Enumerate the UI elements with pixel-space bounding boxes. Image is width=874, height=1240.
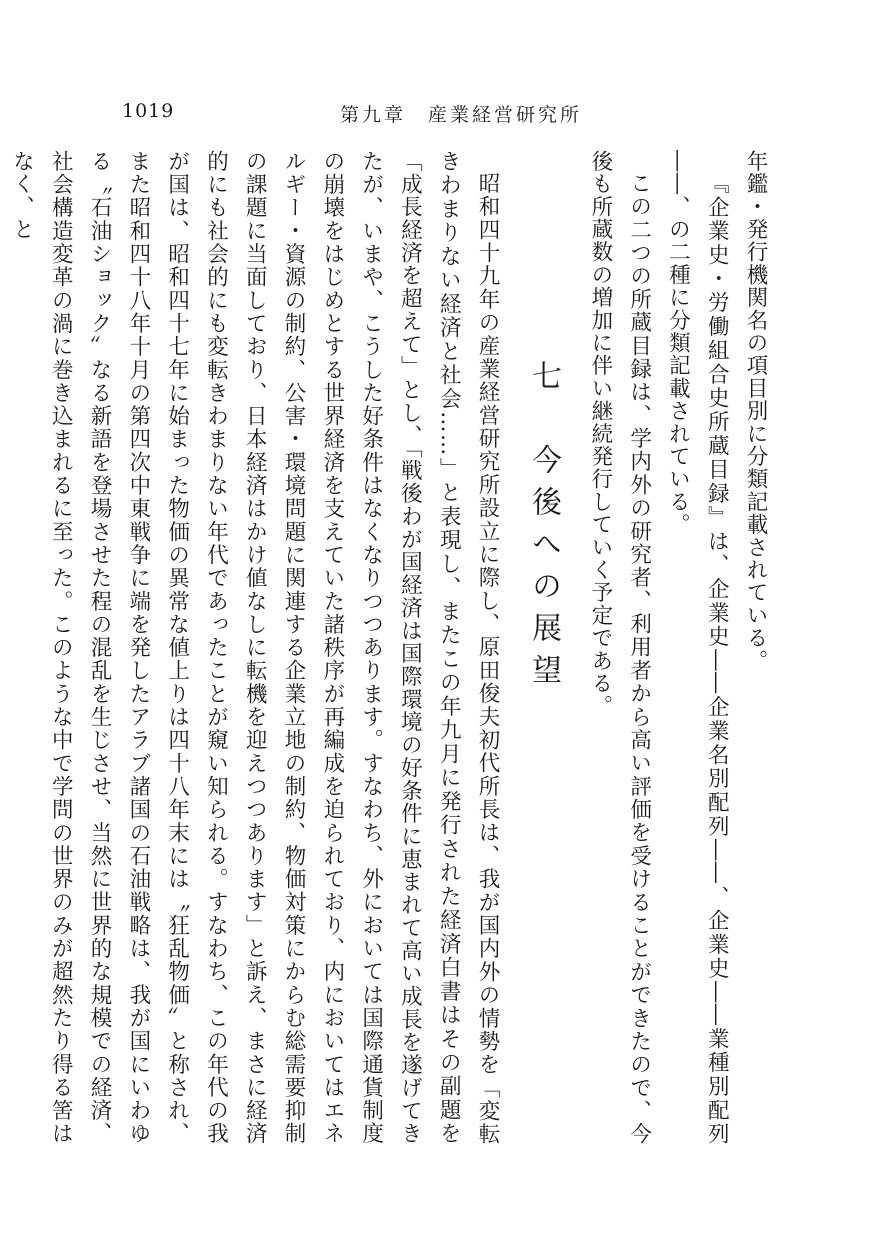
body-text (2, 150, 774, 1145)
paragraph: 昭和四十九年の産業経営研究所設立に際し、原田俊夫初代所長は、我が国内外の情勢を「変転きわまりない経済と社会……」と表現し、またこの年九月に発行された経済白書はその副題を「成長経済を超えて」とし、「戦後わが国経済は国際環境の好条件に恵まれて高い成長を遂げてきたが、いまや、こうした好条件はなくなりつつあります。すなわち、外においては国際通貨制度の崩壊をはじめとする世界経済を支えていた諸秩序が再編成を迫られており、内においてはエネルギー・資源の制約、公害・環境問題に関連する企業立地の制約、物価対策にからむ総需要抑制の課題に当面しており、日本経済はかけ値なしに転機を迎えつつあります」と訴え、まさに経済的にも社会的にも変転きわまりない年代であったことが窺い知られる。すなわち、この年代の我が国は、昭和四十七年に始まった物価の異常な値上りは四十八年末には〝狂乱物価〟と称され、また昭和四十八年十月の第四次中東戦争に端を発したアラブ諸国の石油戦略は、我が国にいわゆる〝石油ショック〟なる新語を登場させた程の混乱を生じさせ、当然に世界的な規模での経済、社会構造変革の渦に巻き込まれるに至った。このような中で学問の世界のみが超然たり得る筈はなく、と (9, 150, 501, 1145)
chapter-title: 第九章 産業経営研究所 (340, 104, 583, 126)
page-number: 1019 (122, 100, 175, 122)
paragraph: この二つの所蔵目録は、学内外の研究者、利用者から高い評価を受けることができたので、今後も所蔵数の増加に伴い継続発行していく予定である。 (587, 150, 652, 1145)
paragraph: 年鑑・発行機関名の項目別に分類記載されている。 (743, 150, 768, 673)
section-heading: 七 今後への展望 (526, 360, 562, 696)
running-head (0, 100, 874, 130)
paragraph: 『企業史・労働組合史所蔵目録』は、企業史――企業名別配列――、企業史――業種別配列――、の二種に分類記載されている。 (665, 150, 730, 1145)
